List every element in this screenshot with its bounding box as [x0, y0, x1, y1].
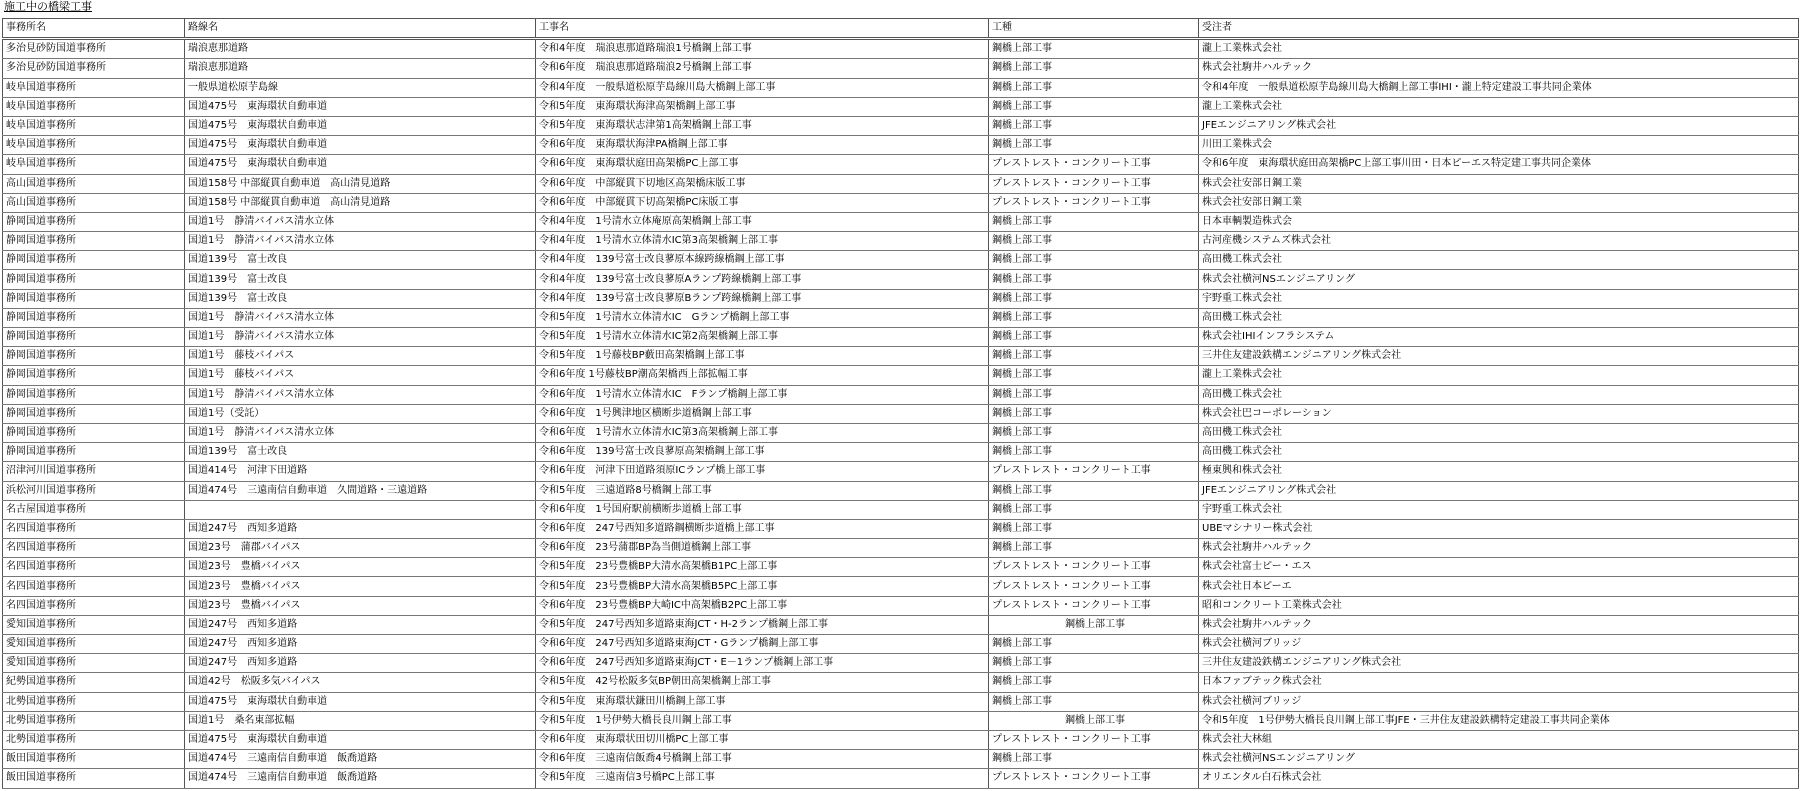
table-row [3, 289, 1799, 308]
cell-route: 国道23号 豊橋バイパス [185, 558, 536, 577]
cell-route: 国道474号 三遠南信自動車道 飯喬道路 [185, 750, 536, 769]
cell-work-name: 令和5年度 三遠南信3号橋PC上部工事 [536, 769, 989, 788]
cell-work-name: 令和5年度 23号豊橋BP大清水高架橋B1PC上部工事 [536, 558, 989, 577]
cell-route: 国道475号 東海環状自動車道 [185, 97, 536, 116]
cell-office: 愛知国道事務所 [3, 615, 185, 634]
cell-office: 名四国道事務所 [3, 539, 185, 558]
table-row [3, 596, 1799, 615]
cell-contractor: 瀧上工業株式会社 [1199, 366, 1799, 385]
cell-work-type: 鋼橋上部工事 [989, 443, 1199, 462]
cell-route: 国道1号 桑名東部拡幅 [185, 711, 536, 730]
cell-route [185, 500, 536, 519]
cell-office: 名四国道事務所 [3, 577, 185, 596]
cell-route: 国道1号 藤枝バイパス [185, 347, 536, 366]
cell-contractor: 極東興和株式会社 [1199, 462, 1799, 481]
cell-work-type: 鋼橋上部工事 [989, 385, 1199, 404]
cell-contractor: 令和4年度 一般県道松原芋島線川島大橋鋼上部工事IHI・瀧上特定建設工事共同企業体 [1199, 78, 1799, 97]
table-row [3, 39, 1799, 59]
cell-contractor: 株式会社大林組 [1199, 730, 1799, 749]
cell-work-name: 令和6年度 247号西知多道路東海JCT・E－1ランプ橋鋼上部工事 [536, 654, 989, 673]
cell-office: 岐阜国道事務所 [3, 136, 185, 155]
cell-route: 国道139号 富士改良 [185, 251, 536, 270]
cell-work-name: 令和6年度 中部縦貫下切高架橋PC床版工事 [536, 193, 989, 212]
cell-contractor: 高田機工株式会社 [1199, 308, 1799, 327]
table-row [3, 769, 1799, 788]
cell-work-type: 鋼橋上部工事 [989, 289, 1199, 308]
table-row [3, 692, 1799, 711]
cell-work-name: 令和6年度 1号藤枝BP潮高架橋西上部拡幅工事 [536, 366, 989, 385]
cell-work-type: 鋼橋上部工事 [989, 328, 1199, 347]
cell-work-name: 令和6年度 23号蒲郡BP為当側道橋鋼上部工事 [536, 539, 989, 558]
column-header-route: 路線名 [185, 19, 536, 39]
cell-office: 愛知国道事務所 [3, 654, 185, 673]
cell-work-name: 令和4年度 一般県道松原芋島線川島大橋鋼上部工事 [536, 78, 989, 97]
cell-contractor: 株式会社富士ピー・エス [1199, 558, 1799, 577]
cell-work-name: 令和6年度 東海環状海津PA橋鋼上部工事 [536, 136, 989, 155]
cell-work-name: 令和4年度 139号富士改良蓼原Bランプ跨線橋鋼上部工事 [536, 289, 989, 308]
cell-work-name: 令和5年度 42号松阪多気BP朝田高架橋鋼上部工事 [536, 673, 989, 692]
cell-work-name: 令和5年度 三遠道路8号橋鋼上部工事 [536, 481, 989, 500]
cell-work-type: 鋼橋上部工事 [989, 366, 1199, 385]
cell-work-type: 鋼橋上部工事 [989, 692, 1199, 711]
cell-office: 飯田国道事務所 [3, 769, 185, 788]
cell-work-type: プレストレスト・コンクリート工事 [989, 174, 1199, 193]
cell-contractor: 令和5年度 1号伊勢大橋長良川鋼上部工事JFE・三井住友建設鉄構特定建設工事共同企業体 [1199, 711, 1799, 730]
table-row [3, 366, 1799, 385]
cell-work-type: 鋼橋上部工事 [989, 519, 1199, 538]
cell-route: 国道247号 西知多道路 [185, 635, 536, 654]
table-row [3, 404, 1799, 423]
cell-work-type: 鋼橋上部工事 [989, 423, 1199, 442]
cell-work-name: 令和5年度 1号清水立体清水IC第2高架橋鋼上部工事 [536, 328, 989, 347]
table-row [3, 500, 1799, 519]
cell-work-type: 鋼橋上部工事 [989, 39, 1199, 59]
cell-route: 国道42号 松阪多気バイパス [185, 673, 536, 692]
cell-work-type: 鋼橋上部工事 [989, 78, 1199, 97]
cell-route: 国道1号 藤枝バイパス [185, 366, 536, 385]
table-row [3, 212, 1799, 231]
cell-office: 静岡国道事務所 [3, 404, 185, 423]
cell-work-type: 鋼橋上部工事 [989, 212, 1199, 231]
cell-contractor: 高田機工株式会社 [1199, 443, 1799, 462]
cell-office: 岐阜国道事務所 [3, 78, 185, 97]
cell-route: 国道247号 西知多道路 [185, 654, 536, 673]
cell-office: 北勢国道事務所 [3, 730, 185, 749]
cell-office: 沼津河川国道事務所 [3, 462, 185, 481]
cell-work-name: 令和4年度 139号富士改良蓼原本線跨線橋鋼上部工事 [536, 251, 989, 270]
cell-route: 国道414号 河津下田道路 [185, 462, 536, 481]
table-row [3, 155, 1799, 174]
cell-work-type: 鋼橋上部工事 [989, 59, 1199, 78]
cell-contractor: 株式会社横河NSエンジニアリング [1199, 270, 1799, 289]
table-body [3, 19, 1799, 789]
cell-office: 岐阜国道事務所 [3, 97, 185, 116]
cell-contractor: 株式会社安部日鋼工業 [1199, 174, 1799, 193]
cell-work-name: 令和6年度 東海環状田切川橋PC上部工事 [536, 730, 989, 749]
cell-contractor: オリエンタル白石株式会社 [1199, 769, 1799, 788]
cell-work-name: 令和6年度 三遠南信飯喬4号橋鋼上部工事 [536, 750, 989, 769]
table-row [3, 462, 1799, 481]
cell-work-name: 令和5年度 東海環状志津第1高架橋鋼上部工事 [536, 116, 989, 135]
table-row [3, 539, 1799, 558]
cell-work-name: 令和6年度 1号清水立体清水IC Fランプ橋鋼上部工事 [536, 385, 989, 404]
cell-work-type: 鋼橋上部工事 [989, 404, 1199, 423]
cell-office: 多治見砂防国道事務所 [3, 39, 185, 59]
cell-route: 国道474号 三遠南信自動車道 飯喬道路 [185, 769, 536, 788]
cell-work-type: プレストレスト・コンクリート工事 [989, 462, 1199, 481]
table-row [3, 443, 1799, 462]
cell-work-type: 鋼橋上部工事 [989, 750, 1199, 769]
cell-route: 国道23号 豊橋バイパス [185, 577, 536, 596]
cell-work-name: 令和6年度 247号西知多道路東海JCT・Gランプ橋鋼上部工事 [536, 635, 989, 654]
table-row [3, 654, 1799, 673]
table-row [3, 97, 1799, 116]
cell-route: 国道158号 中部縦貫自動車道 高山清見道路 [185, 174, 536, 193]
cell-route: 瑞浪恵那道路 [185, 59, 536, 78]
cell-office: 高山国道事務所 [3, 193, 185, 212]
table-row [3, 174, 1799, 193]
cell-office: 名古屋国道事務所 [3, 500, 185, 519]
cell-office: 浜松河川国道事務所 [3, 481, 185, 500]
cell-route: 国道1号 静清バイパス清水立体 [185, 328, 536, 347]
table-row [3, 423, 1799, 442]
table-row [3, 558, 1799, 577]
cell-office: 静岡国道事務所 [3, 347, 185, 366]
cell-work-type: プレストレスト・コンクリート工事 [989, 558, 1199, 577]
cell-office: 岐阜国道事務所 [3, 116, 185, 135]
table-row [3, 347, 1799, 366]
cell-contractor: 日本ファブテック株式会社 [1199, 673, 1799, 692]
cell-work-type: 鋼橋上部工事 [989, 539, 1199, 558]
cell-contractor: 川田工業株式会 [1199, 136, 1799, 155]
cell-office: 静岡国道事務所 [3, 289, 185, 308]
table-row [3, 711, 1799, 730]
cell-contractor: 高田機工株式会社 [1199, 385, 1799, 404]
cell-work-name: 令和5年度 1号藤枝BP藪田高架橋鋼上部工事 [536, 347, 989, 366]
cell-office: 飯田国道事務所 [3, 750, 185, 769]
table-row [3, 673, 1799, 692]
cell-route: 国道475号 東海環状自動車道 [185, 136, 536, 155]
cell-contractor: 株式会社横河ブリッジ [1199, 692, 1799, 711]
cell-work-name: 令和4年度 瑞浪恵那道路瑞浪1号橋鋼上部工事 [536, 39, 989, 59]
cell-contractor: 三井住友建設鉄構エンジニアリング株式会社 [1199, 654, 1799, 673]
cell-work-type: 鋼橋上部工事 [989, 232, 1199, 251]
cell-office: 静岡国道事務所 [3, 270, 185, 289]
cell-route: 国道475号 東海環状自動車道 [185, 155, 536, 174]
cell-work-name: 令和4年度 1号清水立体清水IC第3高架橋鋼上部工事 [536, 232, 989, 251]
cell-route: 国道475号 東海環状自動車道 [185, 692, 536, 711]
cell-contractor: 令和6年度 東海環状庭田高架橋PC上部工事川田・日本ピーエス特定建工事共同企業体 [1199, 155, 1799, 174]
cell-work-type: 鋼橋上部工事 [989, 635, 1199, 654]
cell-route: 国道23号 蒲郡バイパス [185, 539, 536, 558]
cell-work-name: 令和6年度 1号清水立体清水IC第3高架橋鋼上部工事 [536, 423, 989, 442]
cell-contractor: 高田機工株式会社 [1199, 423, 1799, 442]
table-row [3, 251, 1799, 270]
cell-route: 国道1号 静清バイパス清水立体 [185, 385, 536, 404]
cell-contractor: 株式会社駒井ハルテック [1199, 615, 1799, 634]
table-row [3, 481, 1799, 500]
cell-route: 国道1号 静清バイパス清水立体 [185, 212, 536, 231]
table-row [3, 615, 1799, 634]
cell-contractor: 株式会社IHIインフラシステム [1199, 328, 1799, 347]
cell-contractor: 瀧上工業株式会社 [1199, 97, 1799, 116]
cell-office: 多治見砂防国道事務所 [3, 59, 185, 78]
table-row [3, 116, 1799, 135]
cell-work-type: プレストレスト・コンクリート工事 [989, 596, 1199, 615]
cell-contractor: 宇野重工株式会社 [1199, 500, 1799, 519]
cell-work-name: 令和6年度 河津下田道路須原ICランプ橋上部工事 [536, 462, 989, 481]
cell-work-type: 鋼橋上部工事 [989, 347, 1199, 366]
table-row [3, 193, 1799, 212]
cell-work-name: 令和5年度 東海環状鎌田川橋鋼上部工事 [536, 692, 989, 711]
cell-office: 静岡国道事務所 [3, 443, 185, 462]
cell-office: 静岡国道事務所 [3, 212, 185, 231]
cell-work-type: 鋼橋上部工事 [989, 270, 1199, 289]
cell-work-type: 鋼橋上部工事 [989, 308, 1199, 327]
table-row [3, 59, 1799, 78]
cell-work-name: 令和5年度 東海環状海津高架橋鋼上部工事 [536, 97, 989, 116]
cell-route: 国道158号 中部縦貫自動車道 高山清見道路 [185, 193, 536, 212]
table-row [3, 270, 1799, 289]
table-row [3, 308, 1799, 327]
cell-contractor: JFEエンジニアリング株式会社 [1199, 481, 1799, 500]
cell-route: 国道1号（受託） [185, 404, 536, 423]
bridge-works-table [2, 18, 1799, 789]
cell-contractor: 株式会社巴コーポレーション [1199, 404, 1799, 423]
cell-office: 静岡国道事務所 [3, 328, 185, 347]
cell-contractor: 株式会社日本ピーエ [1199, 577, 1799, 596]
cell-work-type: 鋼橋上部工事 [989, 711, 1199, 730]
table-header-row [3, 19, 1799, 39]
cell-contractor: 株式会社安部日鋼工業 [1199, 193, 1799, 212]
cell-work-type: プレストレスト・コンクリート工事 [989, 193, 1199, 212]
cell-route: 国道139号 富士改良 [185, 270, 536, 289]
cell-contractor: UBEマシナリー株式会社 [1199, 519, 1799, 538]
table-row [3, 730, 1799, 749]
cell-route: 一般県道松原芋島線 [185, 78, 536, 97]
cell-work-type: 鋼橋上部工事 [989, 673, 1199, 692]
cell-work-type: プレストレスト・コンクリート工事 [989, 769, 1199, 788]
cell-route: 国道247号 西知多道路 [185, 615, 536, 634]
cell-contractor: 宇野重工株式会社 [1199, 289, 1799, 308]
cell-work-name: 令和4年度 139号富士改良蓼原Aランプ跨線橋鋼上部工事 [536, 270, 989, 289]
column-header-office: 事務所名 [3, 19, 185, 39]
table-row [3, 635, 1799, 654]
cell-work-name: 令和6年度 中部縦貫下切地区高架橋床版工事 [536, 174, 989, 193]
cell-work-name: 令和5年度 247号西知多道路東海JCT・H-2ランプ橋鋼上部工事 [536, 615, 989, 634]
cell-work-name: 令和6年度 247号西知多道路鋼横断歩道橋上部工事 [536, 519, 989, 538]
cell-office: 静岡国道事務所 [3, 385, 185, 404]
cell-contractor: 高田機工株式会社 [1199, 251, 1799, 270]
cell-work-type: プレストレスト・コンクリート工事 [989, 730, 1199, 749]
cell-work-type: 鋼橋上部工事 [989, 116, 1199, 135]
column-header-work-type: 工種 [989, 19, 1199, 39]
cell-route: 瑞浪恵那道路 [185, 39, 536, 59]
cell-work-type: 鋼橋上部工事 [989, 251, 1199, 270]
cell-contractor: 瀧上工業株式会社 [1199, 39, 1799, 59]
cell-work-type: 鋼橋上部工事 [989, 136, 1199, 155]
cell-work-name: 令和4年度 1号清水立体庵原高架橋鋼上部工事 [536, 212, 989, 231]
table-row [3, 328, 1799, 347]
cell-route: 国道474号 三遠南信自動車道 久間道路・三遠道路 [185, 481, 536, 500]
cell-office: 静岡国道事務所 [3, 308, 185, 327]
cell-work-type: 鋼橋上部工事 [989, 654, 1199, 673]
cell-route: 国道475号 東海環状自動車道 [185, 116, 536, 135]
cell-contractor: 古河産機システムズ株式会社 [1199, 232, 1799, 251]
cell-contractor: 三井住友建設鉄構エンジニアリング株式会社 [1199, 347, 1799, 366]
table-row [3, 750, 1799, 769]
column-header-work-name: 工事名 [536, 19, 989, 39]
cell-work-name: 令和6年度 瑞浪恵那道路瑞浪2号橋鋼上部工事 [536, 59, 989, 78]
cell-work-type: プレストレスト・コンクリート工事 [989, 155, 1199, 174]
cell-work-type: プレストレスト・コンクリート工事 [989, 577, 1199, 596]
cell-route: 国道23号 豊橋バイパス [185, 596, 536, 615]
cell-office: 北勢国道事務所 [3, 692, 185, 711]
cell-work-name: 令和6年度 1号国府駅前横断歩道橋上部工事 [536, 500, 989, 519]
cell-contractor: 株式会社駒井ハルテック [1199, 59, 1799, 78]
cell-contractor: 株式会社横河ブリッジ [1199, 635, 1799, 654]
cell-office: 紀勢国道事務所 [3, 673, 185, 692]
cell-office: 名四国道事務所 [3, 519, 185, 538]
cell-office: 静岡国道事務所 [3, 423, 185, 442]
page-title: 施工中の橋梁工事 [4, 0, 92, 13]
table-row [3, 136, 1799, 155]
cell-work-name: 令和5年度 23号豊橋BP大清水高架橋B5PC上部工事 [536, 577, 989, 596]
cell-contractor: 株式会社横河NSエンジニアリング [1199, 750, 1799, 769]
cell-work-type: 鋼橋上部工事 [989, 615, 1199, 634]
cell-work-name: 令和5年度 1号伊勢大橋長良川鋼上部工事 [536, 711, 989, 730]
cell-contractor: 株式会社駒井ハルテック [1199, 539, 1799, 558]
cell-work-name: 令和6年度 139号富士改良蓼原高架橋鋼上部工事 [536, 443, 989, 462]
cell-route: 国道139号 富士改良 [185, 289, 536, 308]
cell-office: 高山国道事務所 [3, 174, 185, 193]
cell-route: 国道139号 富士改良 [185, 443, 536, 462]
cell-work-type: 鋼橋上部工事 [989, 500, 1199, 519]
cell-work-name: 令和6年度 1号興津地区横断歩道橋鋼上部工事 [536, 404, 989, 423]
cell-route: 国道1号 静清バイパス清水立体 [185, 423, 536, 442]
cell-contractor: 昭和コンクリート工業株式会社 [1199, 596, 1799, 615]
cell-route: 国道1号 静清バイパス清水立体 [185, 232, 536, 251]
table-row [3, 577, 1799, 596]
cell-office: 名四国道事務所 [3, 596, 185, 615]
cell-route: 国道1号 静清バイパス清水立体 [185, 308, 536, 327]
cell-route: 国道247号 西知多道路 [185, 519, 536, 538]
table-row [3, 519, 1799, 538]
table-row [3, 78, 1799, 97]
cell-work-name: 令和6年度 23号豊橋BP大崎IC中高架橋B2PC上部工事 [536, 596, 989, 615]
cell-work-type: 鋼橋上部工事 [989, 97, 1199, 116]
table-row [3, 232, 1799, 251]
cell-office: 愛知国道事務所 [3, 635, 185, 654]
cell-office: 静岡国道事務所 [3, 366, 185, 385]
cell-work-name: 令和6年度 東海環状庭田高架橋PC上部工事 [536, 155, 989, 174]
column-header-contractor: 受注者 [1199, 19, 1799, 39]
cell-work-name: 令和5年度 1号清水立体清水IC Gランプ橋鋼上部工事 [536, 308, 989, 327]
table-row [3, 385, 1799, 404]
cell-office: 静岡国道事務所 [3, 232, 185, 251]
cell-contractor: JFEエンジニアリング株式会社 [1199, 116, 1799, 135]
cell-work-type: 鋼橋上部工事 [989, 481, 1199, 500]
cell-contractor: 日本車輌製造株式会 [1199, 212, 1799, 231]
cell-office: 名四国道事務所 [3, 558, 185, 577]
cell-route: 国道475号 東海環状自動車道 [185, 730, 536, 749]
cell-office: 岐阜国道事務所 [3, 155, 185, 174]
cell-office: 静岡国道事務所 [3, 251, 185, 270]
cell-office: 北勢国道事務所 [3, 711, 185, 730]
